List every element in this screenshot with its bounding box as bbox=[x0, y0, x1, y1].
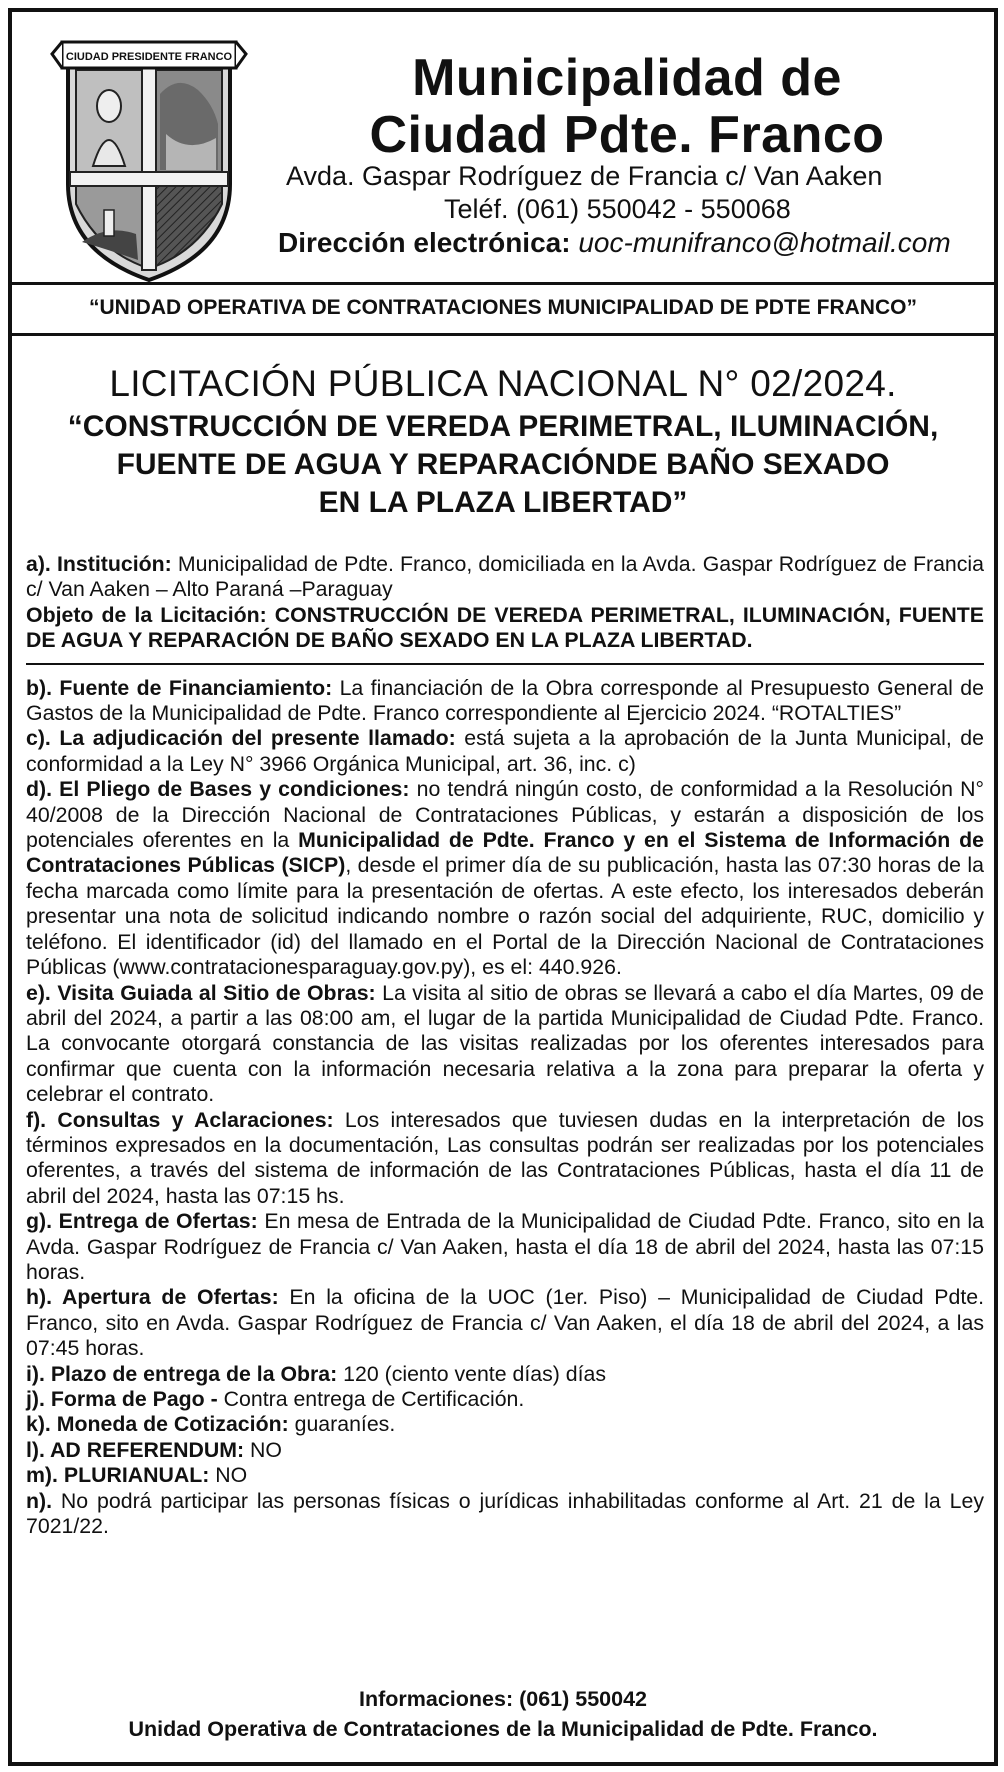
municipal-crest-logo bbox=[48, 34, 250, 286]
item-k-text: guaraníes. bbox=[288, 1412, 396, 1437]
item-k-label: k). Moneda de Cotización: bbox=[26, 1412, 289, 1437]
item-f-text: Los interesados que tuviesen dudas en la interpretación de los términos expresados en la documentación, Las consultas podrán ser realizadas por los potenciales oferentes, a través del sistema de información de las Contrataciones Públicas, hasta el día 11 de abril del 2024, hasta las 07:15 hs. bbox=[26, 1107, 984, 1208]
item-m-label: m). PLURIANUAL: bbox=[26, 1463, 210, 1488]
item-d-text-1: no tendrá ningún costo, de conformidad a la Resolución N° 40/2008 de la Dirección Nacional de Contrataciones Públicas, y estarán a disposición de los potenciales oferentes en la bbox=[26, 777, 984, 853]
item-d-text-2: , desde el primer día de su publicación, hasta las 07:30 horas de la fecha marcada como límite para la presentación de ofertas. A este efecto, los interesados deberán presentar una nota de solicitud indicando nombre o razón social del adquiriente, RUC, domicilio y teléfono. El identificador (id) del llamado en el Portal de la Dirección Nacional de Contrataciones Públicas (www.contratacionesparaguay.gov.py), es el: 440.926. bbox=[26, 853, 985, 980]
item-i-text: 120 (ciento vente días) días bbox=[337, 1361, 606, 1386]
item-m bbox=[26, 1463, 984, 1488]
notice-body bbox=[26, 552, 984, 1539]
item-g-text: En mesa de Entrada de la Municipalidad de Ciudad Pdte. Franco, sito en la Avda. Gaspar Rodríguez de Francia c/ Van Aaken, hasta el día 18 de abril del 2024, hasta las 07:15 horas. bbox=[26, 1209, 985, 1284]
email-address: uoc-munifranco@hotmail.com bbox=[578, 227, 951, 258]
email-line bbox=[278, 226, 958, 259]
item-l bbox=[26, 1438, 984, 1463]
item-b bbox=[26, 676, 984, 727]
item-i bbox=[26, 1362, 984, 1387]
item-d-label: d). El Pliego de Bases y condiciones: bbox=[26, 777, 410, 802]
footer-unit: Unidad Operativa de Contrataciones de la Municipalidad de Pdte. Franco. bbox=[128, 1717, 878, 1741]
tender-object: Objeto de la Licitación: CONSTRUCCIÓN DE VEREDA PERIMETRAL, ILUMINACIÓN, FUENTE DE AGUA Y REPARACIÓN DE BAÑO SEXADO EN LA PLAZA LIBERTAD. bbox=[26, 602, 984, 653]
item-c bbox=[26, 726, 984, 777]
subject-line-2: FUENTE DE AGUA Y REPARACIÓNDE BAÑO SEXADO bbox=[116, 448, 890, 481]
item-h-label: h). Apertura de Ofertas: bbox=[26, 1285, 279, 1310]
notice-frame bbox=[8, 8, 998, 1766]
item-g bbox=[26, 1209, 984, 1285]
subject-line-1: “CONSTRUCCIÓN DE VEREDA PERIMETRAL, ILUMINACIÓN, bbox=[67, 410, 939, 443]
contact-block bbox=[278, 160, 958, 259]
tender-subject bbox=[42, 408, 964, 522]
item-e-text: La visita al sitio de obras se llevará a cabo el día Martes, 09 de abril del 2024, a partir a las 08:00 am, el lugar de la partida Municipalidad de Ciudad Pdte. Franco. La convocante otorgará constancia de las visitas realizadas por los oferentes interesados para confirmar que cuenta con la información necesaria relativa a la zona para preparar la oferta y celebrar el contrato. bbox=[26, 980, 984, 1107]
page-title bbox=[312, 50, 942, 164]
item-a bbox=[26, 552, 984, 603]
title-line-2: Ciudad Pdte. Franco bbox=[369, 106, 885, 164]
item-c-text: está sujeta a la aprobación de la Junta Municipal, de conformidad a la Ley N° 3966 Orgánica Municipal, art. 36, inc. c) bbox=[26, 726, 984, 776]
item-k bbox=[26, 1412, 984, 1437]
item-h bbox=[26, 1285, 984, 1361]
item-l-label: l). AD REFERENDUM: bbox=[26, 1437, 245, 1462]
item-n bbox=[26, 1489, 984, 1540]
item-h-text: En la oficina de la UOC (1er. Piso) – Municipalidad de Ciudad Pdte. Franco, sito en Avda. Gaspar Rodríguez de Francia c/ Van Aaken, el día 18 de abril del 2024, a las 07:45 horas. bbox=[26, 1285, 985, 1361]
item-f-label: f). Consultas y Aclaraciones: bbox=[26, 1107, 334, 1132]
item-n-text: No podrá participar las personas físicas o jurídicas inhabilitadas conforme al Art. 21 de la Ley 7021/22. bbox=[26, 1488, 984, 1539]
email-label: Dirección electrónica: bbox=[278, 227, 571, 258]
item-n-label: n). bbox=[26, 1488, 53, 1513]
item-g-label: g). Entrega de Ofertas: bbox=[26, 1209, 258, 1234]
item-e bbox=[26, 981, 984, 1108]
item-a-text: Municipalidad de Pdte. Franco, domiciliada en la Avda. Gaspar Rodríguez de Francia c/ Van Aaken – Alto Paraná –Paraguay bbox=[26, 552, 984, 602]
item-l-text: NO bbox=[244, 1437, 282, 1462]
divider bbox=[26, 663, 984, 665]
item-b-label: b). Fuente de Financiamiento: bbox=[26, 675, 333, 700]
item-d bbox=[26, 777, 984, 980]
unit-banner: “UNIDAD OPERATIVA DE CONTRATACIONES MUNICIPALIDAD DE PDTE FRANCO” bbox=[12, 282, 994, 336]
item-b-text: La financiación de la Obra corresponde al Presupuesto General de Gastos de la Municipalidad de Pdte. Franco correspondiente al Ejercicio 2024. “ROTALTIES” bbox=[26, 675, 984, 726]
address-text: Avda. Gaspar Rodríguez de Francia c/ Van Aaken bbox=[286, 161, 883, 191]
item-c-label: c). La adjudicación del presente llamado: bbox=[26, 726, 456, 751]
subject-line-3: EN LA PLAZA LIBERTAD” bbox=[318, 486, 688, 519]
title-line-1: Municipalidad de bbox=[412, 49, 842, 107]
header bbox=[12, 12, 994, 282]
footer bbox=[12, 1684, 994, 1744]
item-j-label: j). Forma de Pago - bbox=[26, 1387, 218, 1411]
item-i-label: i). Plazo de entrega de la Obra: bbox=[26, 1361, 338, 1386]
item-f bbox=[26, 1108, 984, 1210]
tender-title: LICITACIÓN PÚBLICA NACIONAL N° 02/2024. bbox=[109, 363, 897, 404]
svg-text:CIUDAD PRESIDENTE FRANCO: CIUDAD PRESIDENTE FRANCO bbox=[65, 51, 233, 63]
phone-text: Teléf. (061) 550042 - 550068 bbox=[444, 194, 791, 224]
item-e-label: e). Visita Guiada al Sitio de Obras: bbox=[26, 980, 376, 1005]
footer-info: Informaciones: (061) 550042 bbox=[359, 1687, 647, 1711]
item-j-text: Contra entrega de Certificación. bbox=[217, 1387, 525, 1411]
item-m-text: NO bbox=[209, 1463, 248, 1488]
item-d-bold: Municipalidad de Pdte. Franco y en el Sistema de Información de Contrataciones Públicas (SICP) bbox=[26, 828, 984, 878]
item-a-label: a). Institución: bbox=[26, 552, 172, 576]
item-j bbox=[26, 1387, 984, 1412]
